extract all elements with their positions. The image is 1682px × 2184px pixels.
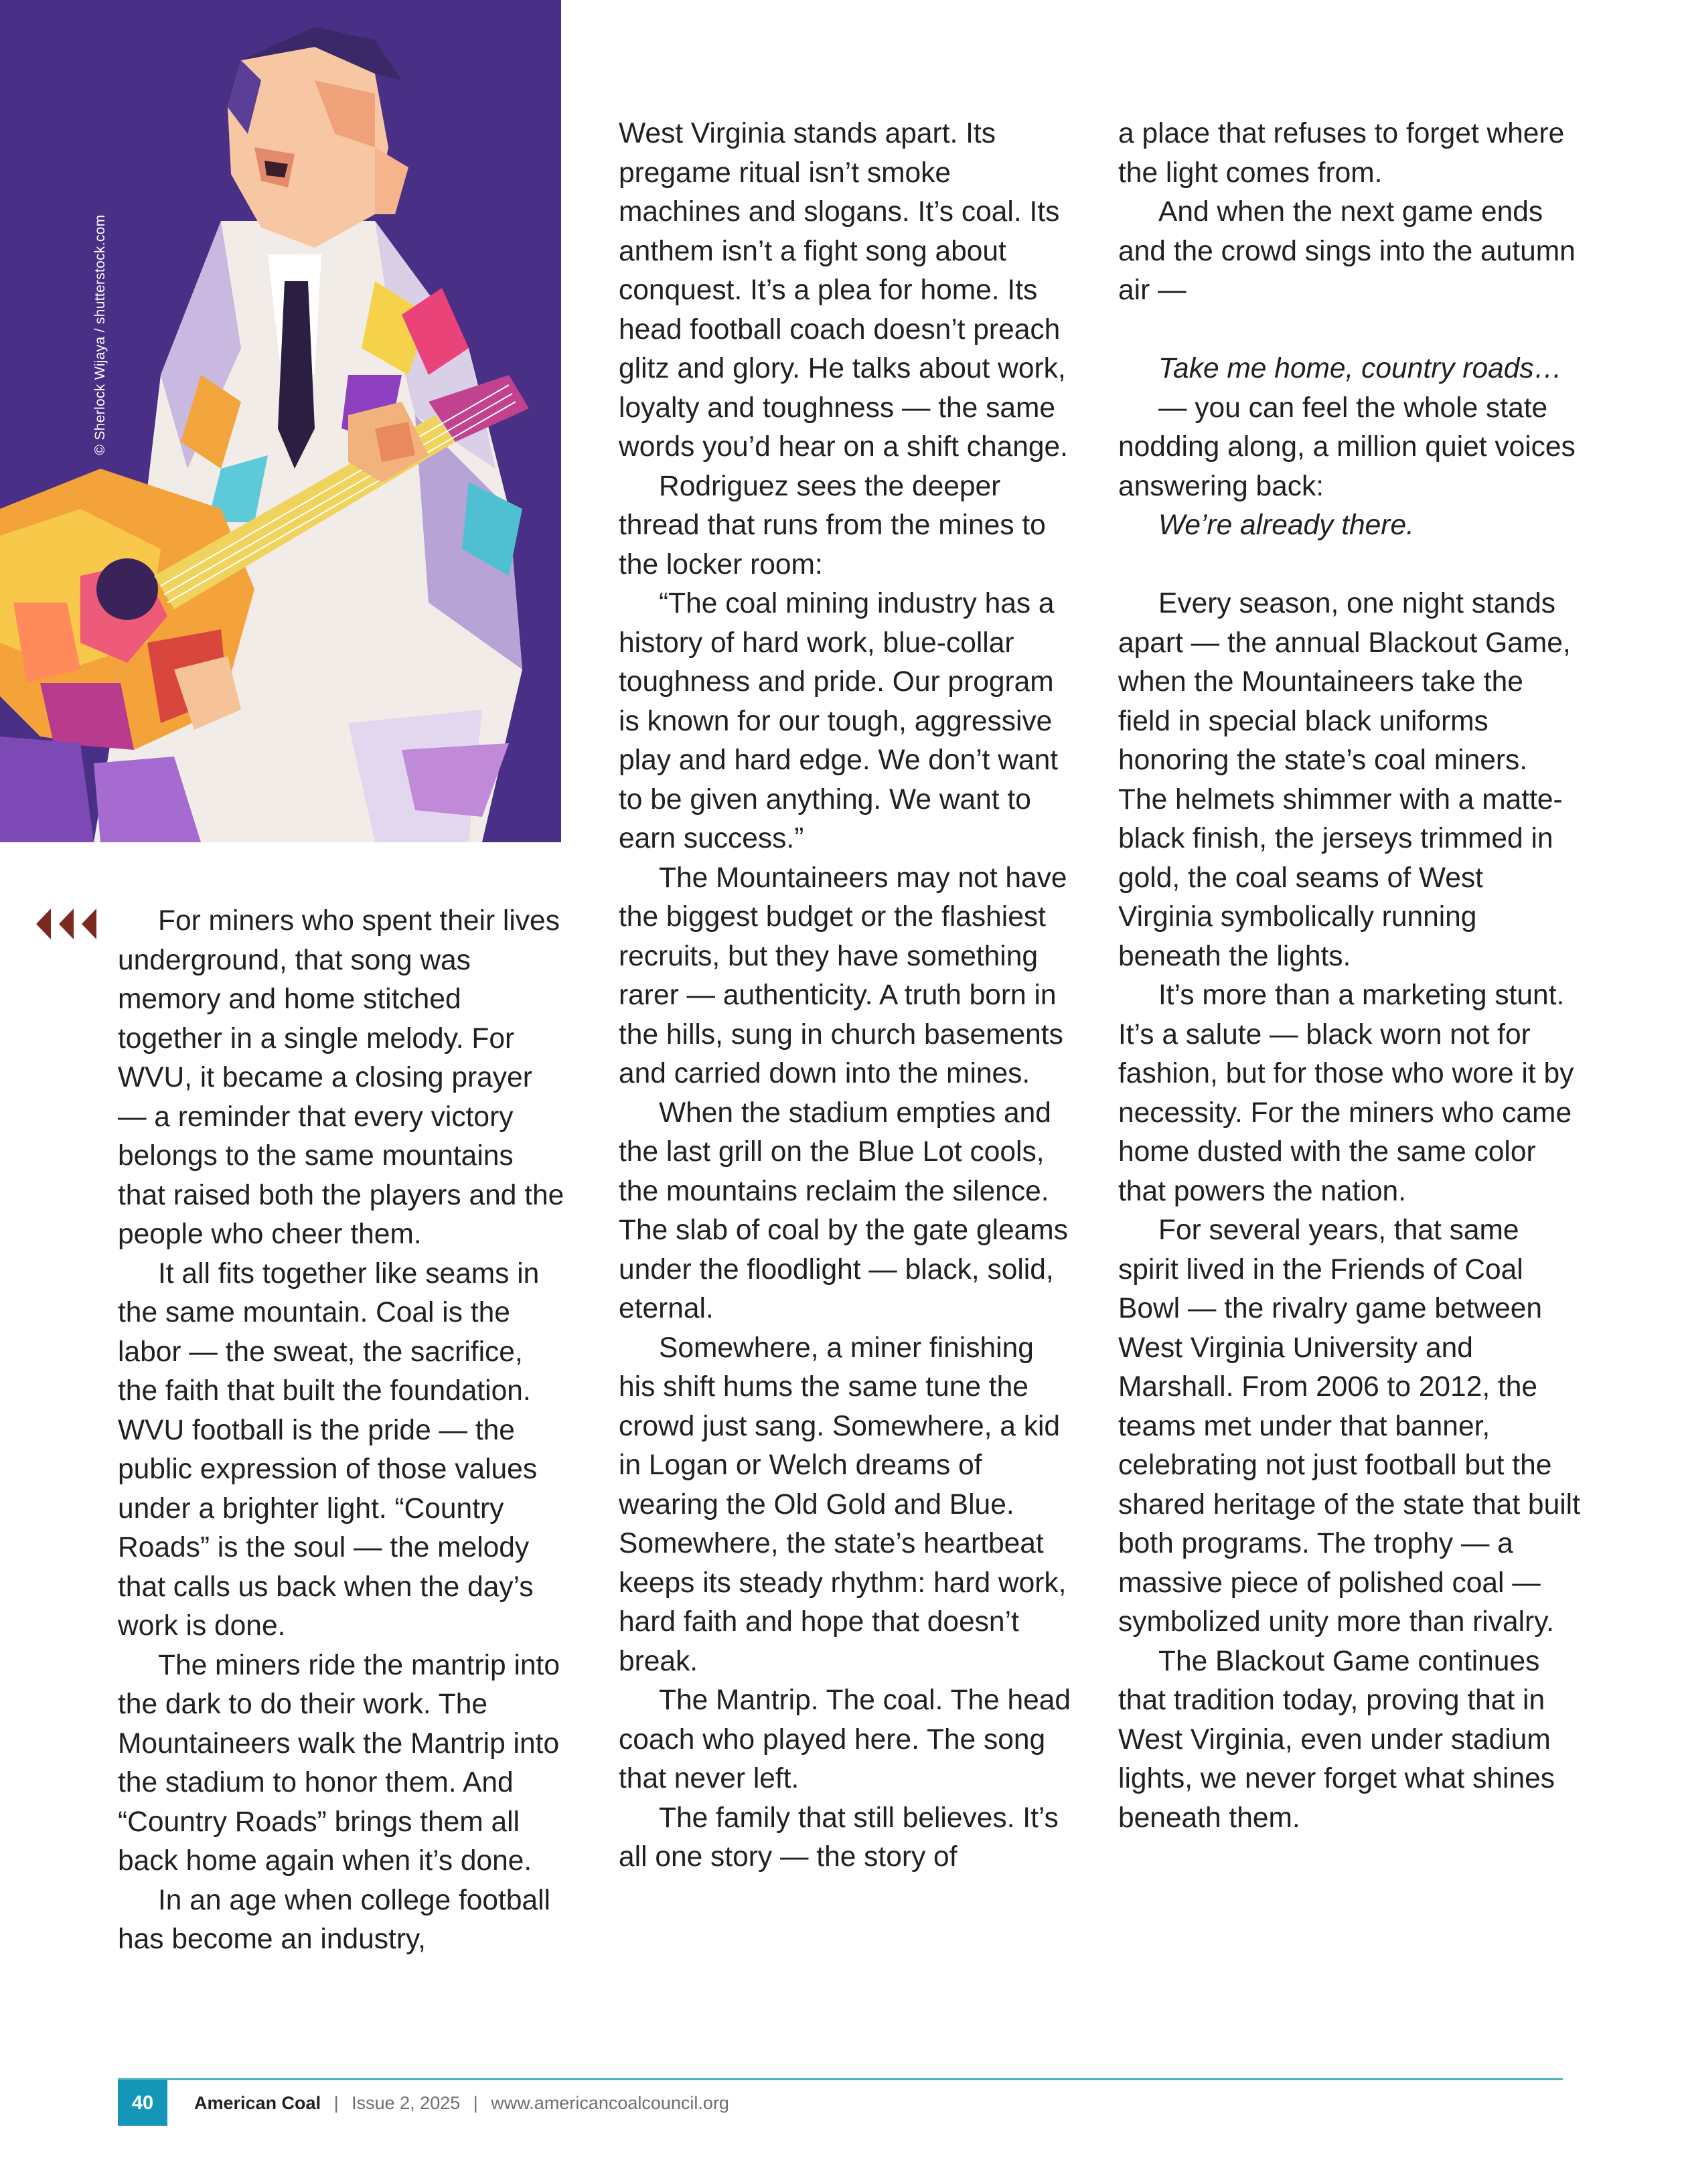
paragraph: The Mantrip. The coal. The head coach who played here. The song that never left. bbox=[619, 1685, 1071, 1794]
guitarist-pop-art-icon bbox=[0, 0, 561, 842]
paragraph: Every season, one night stands apart — the annual Blackout Game, when the Mountaineers take the field in special black uniforms honoring the state’s coal miners. The helmets shimmer with a matte-black finish, the jerseys trimmed in gold, the coal seams of West Virginia symbolically running beneath the lights. bbox=[1118, 588, 1571, 972]
pull-quote-paragraph: “The coal mining industry has a history of hard work, blue-collar toughness and pride. Our program is known for our tough, aggressive play and hard edge. We don’t want to be given anything. We want to earn success.” bbox=[619, 588, 1059, 854]
paragraph: The Mountaineers may not have the biggest budget or the flashiest recruits, but they have something rarer — authenticity. A truth born in the hills, sung in church basements and carried down into the mines. bbox=[619, 862, 1067, 1089]
footer-separator: | bbox=[473, 2093, 478, 2113]
guitarist-illustration: © Sherlock Wijaya / shutterstock.com bbox=[0, 0, 561, 842]
publication-name: American Coal bbox=[194, 2093, 321, 2113]
lyric-line: We’re already there. bbox=[1158, 510, 1414, 541]
paragraph: For miners who spent their lives underground, that song was memory and home stitched together in a single melody. For WVU, it became a closing prayer — a reminder that every victory belongs to the same mountains that raised both the players and the people who cheer them. bbox=[118, 905, 564, 1250]
paragraph: a place that refuses to forget where the light comes from. bbox=[1118, 118, 1565, 189]
paragraph: It’s more than a marketing stunt. It’s a salute — black worn not for fashion, but for those who wore it by necessity. For the miners who came home dusted with the same color that powers the nation. bbox=[1118, 980, 1574, 1207]
text-column-2 bbox=[619, 114, 1074, 1877]
paragraph: And when the next game ends and the crowd sings into the autumn air — bbox=[1118, 196, 1576, 306]
footer-separator: | bbox=[333, 2093, 339, 2113]
triple-chevron-left-icon bbox=[36, 909, 98, 939]
footer-info bbox=[194, 2080, 729, 2126]
paragraph: For several years, that same spirit lived in the Friends of Coal Bowl — the rivalry game between West Virginia University and Marshall. From 2006 to 2012, the teams met under that banner, celebrating not just football but the shared heritage of the state that built both programs. The trophy — a massive piece of polished coal — symbolized unity more than rivalry. bbox=[1118, 1215, 1580, 1638]
paragraph: In an age when college football has become an industry, bbox=[118, 1884, 550, 1955]
paragraph: The family that still believes. It’s all one story — the story of bbox=[619, 1802, 1059, 1873]
text-column-1 bbox=[118, 902, 566, 1960]
paragraph: Somewhere, a miner finishing his shift hums the same tune the crowd just sang. Somewhere, a kid in Logan or Welch dreams of wearing the Old Gold and Blue. Somewhere, the state’s heartbeat keeps its steady rhythm: hard work, hard faith and hope that doesn’t break. bbox=[619, 1332, 1067, 1677]
paragraph: The Blackout Game continues that tradition today, proving that in West Virginia, even under stadium lights, we never forget what shines beneath them. bbox=[1118, 1645, 1555, 1834]
text-column-3 bbox=[1118, 114, 1580, 1838]
paragraph: West Virginia stands apart. Its pregame ritual isn’t smoke machines and slogans. It’s coal. Its anthem isn’t a fight song about conquest. It’s a plea for home. Its head football coach doesn’t preach glitz and glory. He talks about work, loyalty and toughness — the same words you’d hear on a shift change. bbox=[619, 118, 1068, 463]
page-number: 40 bbox=[118, 2080, 167, 2126]
paragraph: It all fits together like seams in the same mountain. Coal is the labor — the sweat, the sacrifice, the faith that built the foundation. WVU football is the pride — the public expression of those values under a brighter light. “Country Roads” is the soul — the melody that calls us back when the day’s work is done. bbox=[118, 1257, 540, 1642]
lyric-line: Take me home, country roads… bbox=[1158, 353, 1563, 384]
issue-label: Issue 2, 2025 bbox=[352, 2093, 461, 2113]
paragraph: Rodriguez sees the deeper thread that runs from the mines to the locker room: bbox=[619, 470, 1046, 580]
paragraph: The miners ride the mantrip into the dark to do their work. The Mountaineers walk the Mantrip into the stadium to honor them. And “Country Roads” brings them all back home again when it’s done. bbox=[118, 1649, 560, 1877]
website-link[interactable]: www.americancoalcouncil.org bbox=[491, 2093, 729, 2113]
paragraph: When the stadium empties and the last grill on the Blue Lot cools, the mountains reclaim the silence. The slab of coal by the gate gleams under the floodlight — black, solid, eternal. bbox=[619, 1097, 1068, 1324]
paragraph: — you can feel the whole state nodding along, a million quiet voices answering back: bbox=[1118, 392, 1576, 502]
